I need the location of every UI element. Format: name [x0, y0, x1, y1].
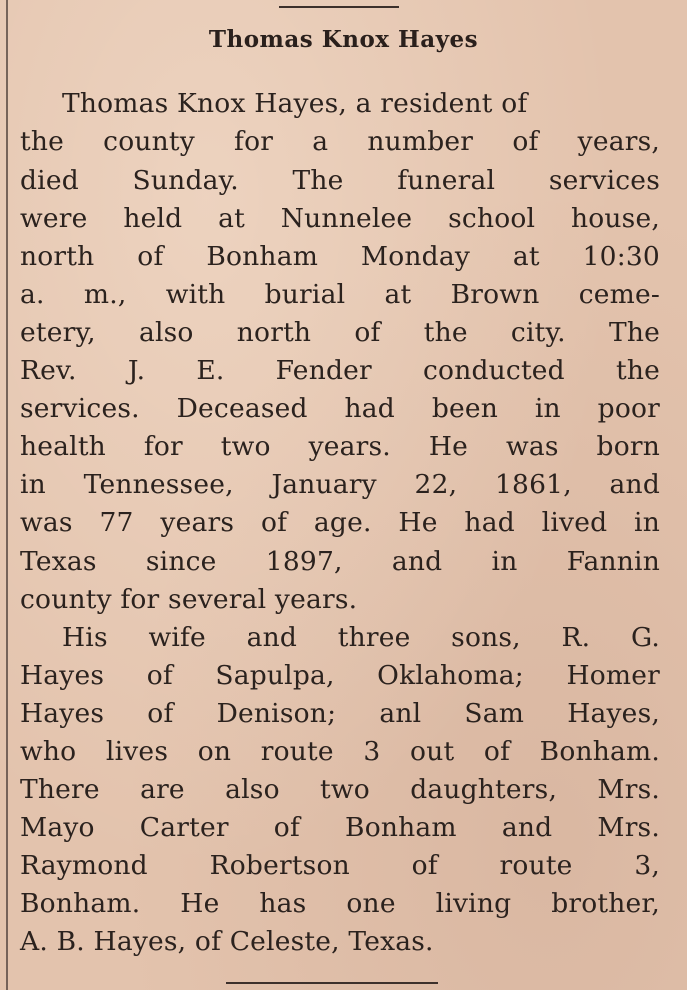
- text-line: Hayes of Denison; anl Sam Hayes,: [20, 698, 660, 729]
- text-line: were held at Nunnelee school house,: [20, 203, 660, 234]
- text-line: health for two years. He was born: [20, 431, 660, 462]
- text-line: Hayes of Sapulpa, Oklahoma; Homer: [20, 660, 660, 691]
- column-rule: [6, 0, 8, 990]
- text-line: A. B. Hayes, of Celeste, Texas.: [20, 926, 434, 957]
- text-line: county for several years.: [20, 584, 358, 615]
- text-line: services. Deceased had been in poor: [20, 393, 660, 424]
- text-line: in Tennessee, January 22, 1861, and: [20, 469, 660, 500]
- text-line: His wife and three sons, R. G.: [62, 622, 660, 653]
- text-line: Thomas Knox Hayes, a resident of: [62, 88, 528, 119]
- text-line: who lives on route 3 out of Bonham.: [20, 736, 660, 767]
- text-line: the county for a number of years,: [20, 126, 660, 157]
- text-line: Rev. J. E. Fender conducted the: [20, 355, 660, 386]
- text-line: was 77 years of age. He had lived in: [20, 507, 660, 538]
- text-line: a. m., with burial at Brown ceme-: [20, 279, 660, 310]
- headline: Thomas Knox Hayes: [208, 26, 479, 53]
- text-line: Texas since 1897, and in Fannin: [20, 546, 660, 577]
- text-line: There are also two daughters, Mrs.: [20, 774, 660, 805]
- bottom-divider: [226, 982, 438, 984]
- text-line: Bonham. He has one living brother,: [20, 888, 660, 919]
- top-divider: [279, 6, 399, 8]
- text-line: Raymond Robertson of route 3,: [20, 850, 660, 881]
- text-line: died Sunday. The funeral services: [20, 165, 660, 196]
- text-line: Mayo Carter of Bonham and Mrs.: [20, 812, 660, 843]
- text-line: etery, also north of the city. The: [20, 317, 660, 348]
- text-line: north of Bonham Monday at 10:30: [20, 241, 660, 272]
